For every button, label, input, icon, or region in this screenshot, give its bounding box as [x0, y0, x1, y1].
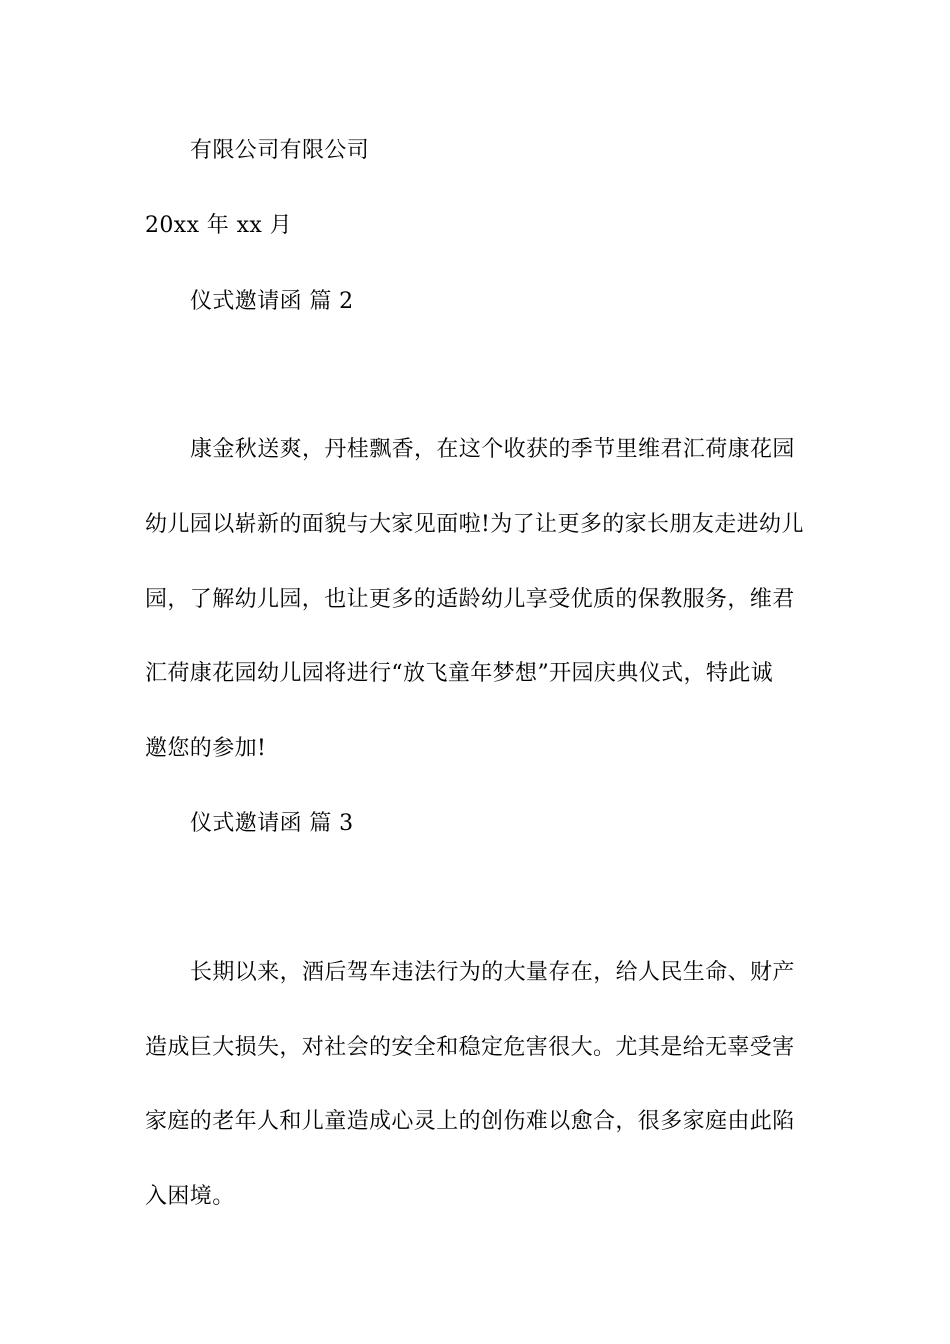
paragraph-line: 长期以来，酒后驾车违法行为的大量存在，给人民生命、财产: [190, 960, 795, 985]
paragraph-line: 康金秋送爽，丹桂飘香，在这个收获的季节里维君汇荷康花园: [190, 437, 795, 462]
paragraph-line: 园，了解幼儿园，也让更多的适龄幼儿享受优质的保教服务，维君: [145, 587, 795, 612]
section-heading: 仪式邀请函 篇 2: [190, 289, 354, 314]
paragraph-line: 汇荷康花园幼儿园将进行“放飞童年梦想”开园庆典仪式，特此诚: [145, 661, 774, 686]
paragraph-line: 造成巨大损失，对社会的安全和稳定危害很大。尤其是给无辜受害: [145, 1035, 795, 1060]
paragraph-line: 家庭的老年人和儿童造成心灵上的创伤难以愈合，很多家庭由此陷: [145, 1109, 795, 1134]
paragraph-line: 邀您的参加!: [145, 736, 267, 761]
section-heading: 仪式邀请函 篇 3: [190, 811, 354, 836]
paragraph-line: 入困境。: [145, 1184, 235, 1209]
paragraph-line: 幼儿园以崭新的面貌与大家见面啦!为了让更多的家长朋友走进幼儿: [145, 512, 804, 537]
signature-date: 20xx 年 xx 月: [145, 213, 293, 238]
signature-company: 有限公司有限公司: [190, 138, 370, 163]
